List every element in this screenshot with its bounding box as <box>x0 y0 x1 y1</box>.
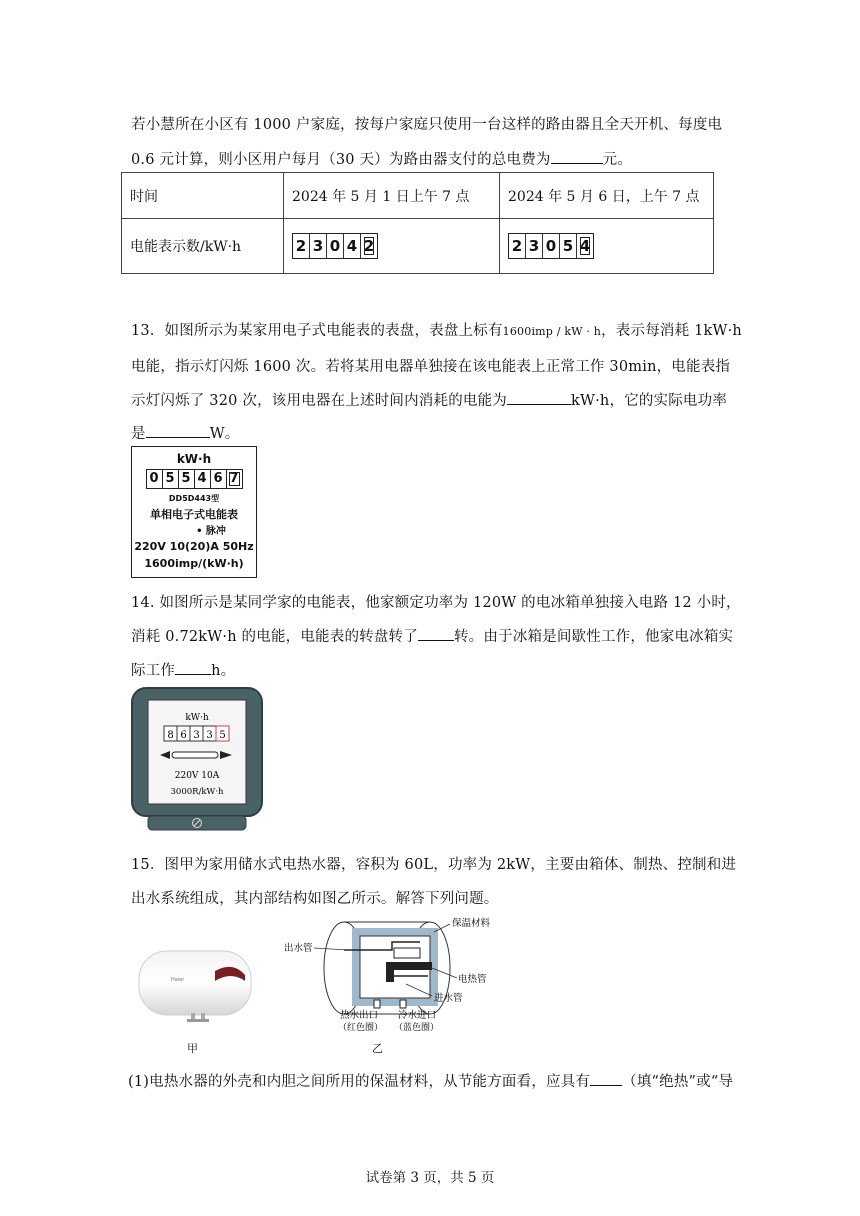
meter-constant-label: 3000R/kW·h <box>170 787 224 797</box>
heater-body <box>139 951 251 1015</box>
table-row-label: 电能表示数/kW·h <box>122 219 284 274</box>
meter-digits: 0 5 5 4 6 7 <box>146 469 243 489</box>
table-header-date-2: 2024 年 5 月 6 日，上午 7 点 <box>500 173 714 219</box>
meter-digits-1: 2 3 0 4 2 <box>292 233 378 259</box>
meter-unit-label: kW·h <box>185 713 209 723</box>
svg-text:8: 8 <box>167 730 174 741</box>
label-outlet-pipe: 出水管 <box>284 943 313 954</box>
table-row <box>122 173 714 219</box>
electronic-meter-figure: kW·h 0 5 5 4 6 7 DD5D443型 单相电子式电能表 • 脉冲 220V 10(20)A 50Hz 1600imp/(kW·h) <box>131 446 257 578</box>
rotating-disk-meter-figure <box>130 686 266 832</box>
answer-blank <box>507 390 571 405</box>
svg-text:3: 3 <box>206 730 213 741</box>
q15-line-2: 出水系统组成，其内部结构如图乙所示。解答下列问题。 <box>131 891 499 907</box>
svg-text:5: 5 <box>219 730 226 741</box>
page-footer: 试卷第 3 页，共 5 页 <box>365 1170 495 1186</box>
meter-digits <box>164 726 229 741</box>
meter-digits-2: 2 3 0 5 4 <box>508 233 594 259</box>
q13-line-3: 示灯闪烁了 320 次，该用电器在上述时间内消耗的电能为 kW·h，它的实际电功率 <box>131 389 727 410</box>
svg-text:6: 6 <box>180 730 187 741</box>
q14-line-3: 际工作 h。 <box>131 659 235 680</box>
q14-line-2: 消耗 0.72kW·h 的电能，电能表的转盘转了 转。由于冰箱是间歇性工作，他家电冰箱实 <box>131 625 733 646</box>
label-cold-inlet: 冷水进口 <box>398 1010 437 1021</box>
water-heater-photo <box>135 945 255 1025</box>
q15-line-1: 15．图甲为家用储水式电热水器，容积为 60L，功率为 2kW，主要由箱体、制热、控制和进 <box>131 857 737 873</box>
q14-line-1: 14. 如图所示是某同学家的电能表，他家额定功率为 120W 的电冰箱单独接入电路 12 小时， <box>131 595 741 611</box>
answer-blank <box>175 660 211 675</box>
answer-blank <box>590 1071 622 1086</box>
answer-blank <box>146 423 210 438</box>
q13-line-1: 13．如图所示为某家用电子式电能表的表盘，表盘上标有1600imp / kW · h，表示每消耗 1kW·h <box>131 323 742 339</box>
heating-tube <box>386 962 432 970</box>
answer-blank <box>551 149 603 164</box>
meter-reading-table <box>121 172 714 274</box>
heating-element-box <box>394 948 420 958</box>
label-insulation: 保温材料 <box>452 918 491 929</box>
q12-line-2: 0.6 元计算，则小区用户每月（30 天）为路由器支付的总电费为 元。 <box>131 148 632 169</box>
q12-line-1: 若小慧所在小区有 1000 户家庭，按每户家庭只使用一台这样的路由器且全天开机、每度电 <box>131 117 723 133</box>
svg-text:3: 3 <box>193 730 200 741</box>
meter-rating-label: 220V 10A <box>174 771 220 781</box>
label-hot-ring: （红色圈） <box>338 1023 384 1033</box>
caption-jia: 甲 <box>187 1042 198 1055</box>
label-cold-ring: （蓝色圈） <box>394 1023 440 1033</box>
table-header-date-1: 2024 年 5 月 1 日上午 7 点 <box>284 173 500 219</box>
q13-line-2: 电能，指示灯闪烁 1600 次。若将某用电器单独接在该电能表上正常工作 30min，电能表指 <box>131 359 731 375</box>
heater-brand: Haier <box>171 977 185 983</box>
table-row <box>122 219 714 274</box>
heater-structure-diagram <box>282 910 507 1040</box>
q15-sub1: (1)电热水器的外壳和内胆之间所用的保温材料，从节能方面看，应具有 （填“绝热”或“导 <box>128 1070 733 1091</box>
label-heating-tube: 电热管 <box>458 974 487 985</box>
label-hot-outlet: 热水出口 <box>340 1010 379 1021</box>
label-inlet-pipe: 进水管 <box>434 993 463 1004</box>
answer-blank <box>418 626 454 641</box>
q13-line-4: 是 W。 <box>131 422 240 443</box>
table-header-time: 时间 <box>122 173 284 219</box>
caption-yi: 乙 <box>372 1042 383 1055</box>
